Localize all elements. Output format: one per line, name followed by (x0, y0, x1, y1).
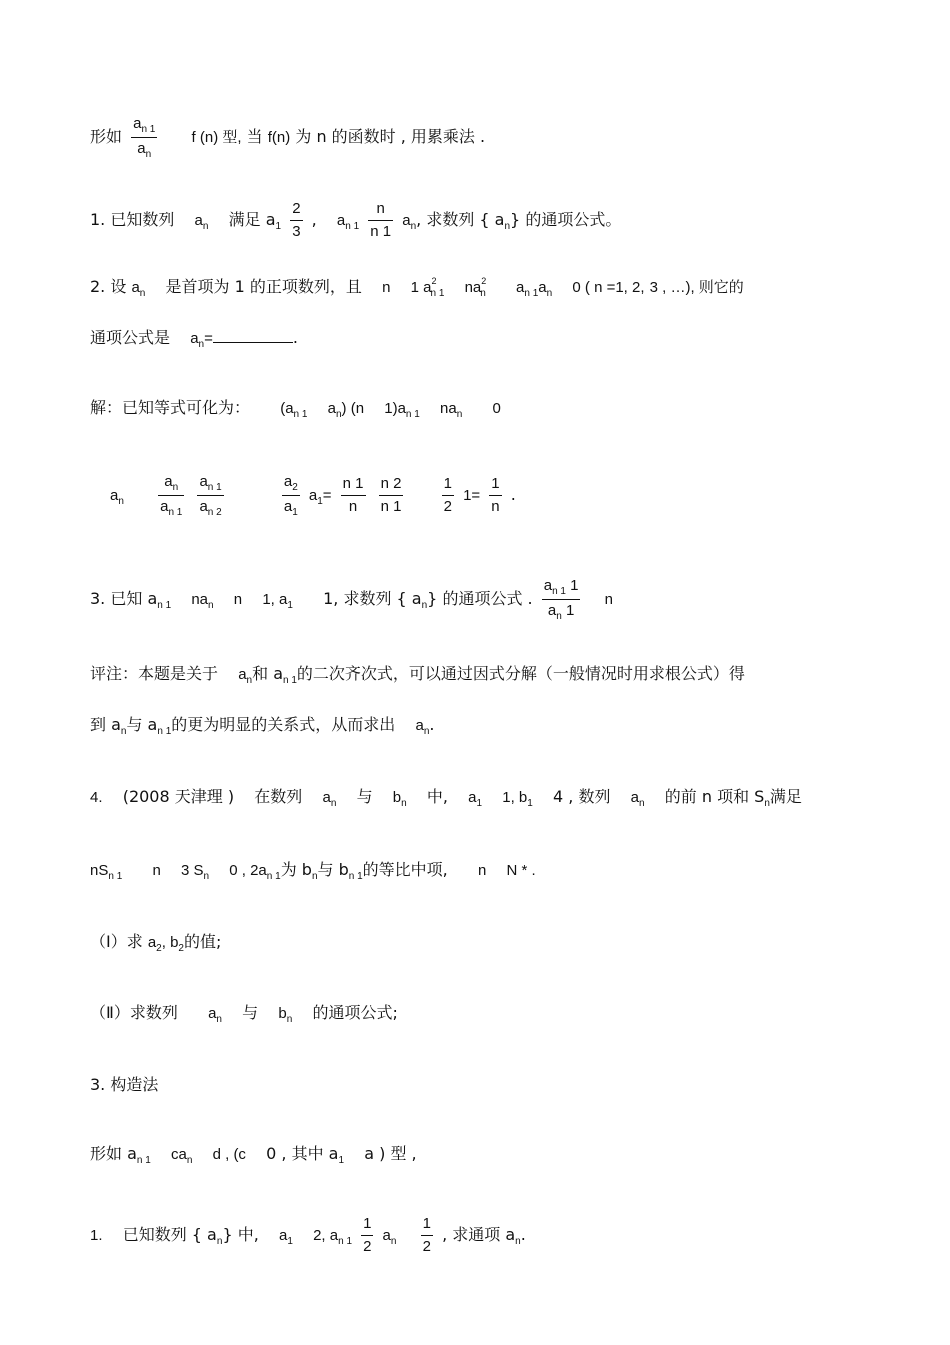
problem-4-question-2: （Ⅱ）求数列 $a_n$ 与 $b_n$ 的通项公式; (90, 1003, 398, 1025)
answer-blank (213, 328, 293, 343)
problem-4-line-2: $nS_{n 1}$ n 3 $S_n$ 0 , $2a_{n 1}$为 $b_n$与 $b_{n 1}$的等比中项, n N * . (90, 860, 536, 882)
two-thirds-fraction: $\frac{2}{3}$ (292, 200, 301, 240)
product-line: $a_n$ $\frac{a_n}{a_{n 1}}$ $\frac{a_{n 1}}{a_{n 2}}$ $\frac{a_2}{a_1}$ $a_1=$ $\frac{n 1}{n}$ $\frac{n 2}{n 1}$ $\frac{1}{2}$ 1= $\frac{1}{n}$ . (110, 473, 516, 518)
ratio-fraction: $\frac{a_{n 1}}{a_n}$ (133, 115, 156, 160)
intro-prefix: 形如 (90, 127, 123, 146)
solution-line: 解：已知等式可化为： ($a_{n 1}$ $a_n$) (n $1)a_{n 1}$ $na_n$ 0 (90, 398, 501, 420)
problem-3: 3. 已知 $a_{n 1}$ $na_n$ n 1, $a_1$ 1, 求数列 { $a_n$} 的通项公式 . $\frac{a_{n 1} 1}{a_n 1}$ n (90, 577, 614, 622)
problem-1: 1. 已知数列 $a_n$ 满足 $a_1$ $\frac{2}{3}$ , $a_{n 1}$ $\frac{n}{n 1}$ $a_n$, 求数列 { $a_n$} 的通项公式。 (90, 200, 622, 240)
problem-2-line-1: 2. 设 $a_n$ 是首项为 1 的正项数列，且 n 1 $a^2_{n 1}$ $na^2_n$ $a_{n 1}a_n$ 0 ( n =1, 2, 3 , …), 则它的 (90, 276, 744, 299)
section-3-form: 形如 $a_{n 1}$ $ca_n$ d , (c 0 , 其中 $a_1$ a ) 型 , (90, 1144, 417, 1166)
section-3-example: 1. 已知数列 { $a_n$} 中, $a_1$ 2, $a_{n 1}$ $\frac{1}{2}$ $a_n$ $\frac{1}{2}$ , 求通项 $a_n$. (90, 1215, 526, 1255)
note-line-1: 评注：本题是关于 $a_n$和 $a_{n 1}$的二次齐次式，可以通过因式分解（一般情况时用求根公式）得 (90, 664, 745, 686)
intro-line: 形如 $\frac{a_{n 1}}{a_n}$ f (n) 型, 当 f(n) 为 n 的函数时 , 用累乘法 . (90, 115, 486, 160)
problem-4-line-1: 4. (2008 天津理 ) 在数列 $a_n$ 与 $b_n$ 中, $a_1$ 1, $b_1$ 4 , 数列 $a_n$ 的前 n 项和 $S_n$满足 (90, 787, 802, 809)
n-over-n1-fraction: $\frac{n}{n 1}$ (370, 200, 392, 240)
note-line-2: 到 $a_n$与 $a_{n 1}$的更为明显的关系式，从而求出 $a_n$. (90, 715, 435, 737)
problem-2-line-2: 通项公式是 $a_n=$ . (90, 328, 298, 350)
section-3-title: 3. 构造法 (90, 1075, 159, 1094)
problem-4-question-1: （Ⅰ）求 $a_2$, $b_2$的值; (90, 932, 222, 954)
